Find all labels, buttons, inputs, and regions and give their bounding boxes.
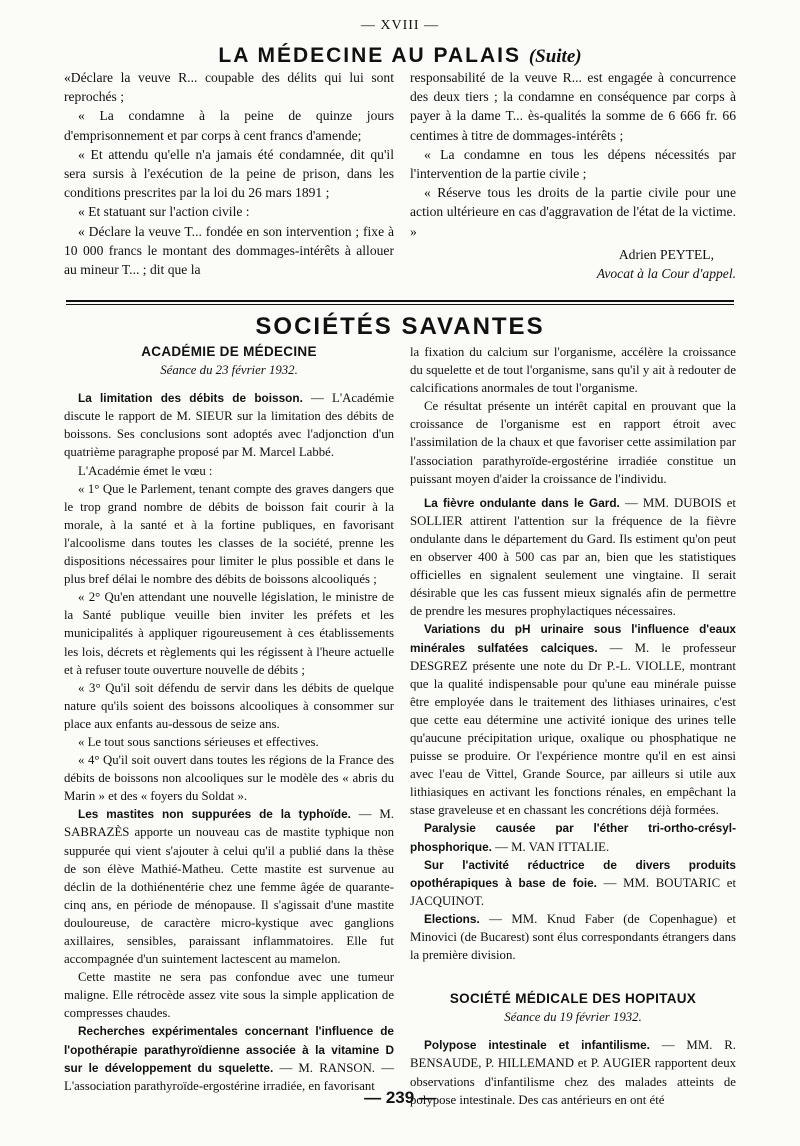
- article-body: — MM. R. BENSAUDE, P. HILLEMAND et P. AUGIER rapportent deux observations d'infantilisme chez des malades atteints de polypose intestinale. Des cas antérieurs en ont été: [410, 1038, 736, 1107]
- paragraph: « 2° Qu'en attendant une nouvelle législation, le ministre de la Santé publique veuille bien inviter les préfets et les municipalités à appliquer rigoureusement à ces établissements les lois, décrets et règlements qui les régissent à l'heure actuelle et à refuser toute ouverture nouvelle de débits ;: [64, 590, 394, 677]
- hopitaux-seance: Séance du 19 février 1932.: [504, 1010, 642, 1025]
- paragraph: « Le tout sous sanctions sérieuses et effectives.: [78, 734, 319, 749]
- paragraph: « Et statuant sur l'action civile :: [78, 204, 250, 220]
- article: [410, 910, 736, 964]
- article: [64, 805, 394, 968]
- divider-rule: [66, 300, 734, 302]
- page-title: [0, 44, 800, 68]
- paragraph: « Réserve tous les droits de la partie civile pour une action ultérieure en cas d'aggravation de l'état de la victime. »: [410, 185, 736, 239]
- divider-rule-thin: [66, 304, 734, 305]
- paragraph: Ce résultat présente un intérêt capital en prouvant que la croissance de l'organisme est en rapport étroit avec l'assimilation de la chaux et que favoriser cette assimilation par l'association parathyroïde-ergostérine irradiée constitue un puissant moyen d'aider la croissance de l'individu.: [410, 399, 736, 486]
- article-head: Sur l'activité réductrice de divers produits opothérapiques à base de foie.: [410, 857, 736, 890]
- paragraph: « Et attendu qu'elle n'a jamais été condamnée, dit qu'il sera sursis à l'exécution de la peine de prison, dans les conditions prescrites par la loi du 26 mars 1891 ;: [64, 146, 394, 201]
- article-body: — M. VAN ITTALIE.: [491, 839, 610, 854]
- paragraph: « 4° Qu'il soit ouvert dans toutes les régions de la France des débits de boissons non alcooliques sur le modèle des « abris du Marin » et des « foyers du Soldat ».: [64, 753, 394, 804]
- article-head: Recherches expérimentales concernant l'influence de l'opothérapie parathyroïdienne associée à la vitamine D sur le développement du squelette.: [64, 1024, 394, 1075]
- article-body: — MM. DUBOIS et SOLLIER attirent l'attention sur la fréquence de la fièvre ondulante dans le département du Gard. Ils estiment qu'on peut en observer 400 à 500 cas par an, bien que les statistiques officielles en signalent seulement une vingtaine. Il serait désirable que les cas fussent mieux signalés afin de permettre de prendre les mesures prophylactiques nécessaires.: [410, 495, 736, 619]
- bottom-right-column: [410, 343, 736, 1109]
- article: [410, 620, 736, 819]
- paragraph: Cette mastite ne sera pas confondue avec une tumeur maligne. Elle rétrocède assez vite sous la simple application de compresses chaudes.: [64, 970, 394, 1021]
- paragraph: « 1° Que le Parlement, tenant compte des graves dangers que le trop grand nombre de débits de boisson fait courir à la morale, à la santé et à la fortine publiques, en favorisant l'alcoolisme dans toutes les classes de la société, prenne les dispositions nécessaires pour limiter le plus possible et dans le plus bref délai le nombre des débits de boissons alcooliqués ;: [64, 481, 394, 587]
- article-head: Polypose intestinale et infantilisme.: [424, 1038, 650, 1053]
- article-head: Elections.: [424, 911, 480, 926]
- title-suite: (Suite): [528, 46, 582, 67]
- paragraph: « La condamne en tous les dépens nécessités par l'intervention de la partie civile ;: [410, 146, 736, 182]
- paragraph: L'Académie émet le vœu :: [78, 463, 213, 478]
- paragraph: responsabilité de la veuve R... est engagée à concurrence des deux tiers ; la condamne en conséquence par corps à payer à la dame T... ès-qualités la somme de 6 666 fr. 66 centimes à titre de dommages-intérêts ;: [410, 70, 736, 143]
- article: [410, 856, 736, 910]
- bottom-left-column: [64, 343, 394, 1095]
- signature-role: Avocat à la Cour d'appel.: [596, 266, 736, 282]
- paragraph: la fixation du calcium sur l'organisme, accélère la croissance du squelette et de tout l'organisme, sans qu'il y ait à redouter de calcifications anormales de tout l'organisme.: [410, 345, 736, 396]
- paragraph: «Déclare la veuve R... coupable des délits qui lui sont reprochés ;: [64, 70, 394, 105]
- hopitaux-heading: SOCIÉTÉ MÉDICALE DES HOPITAUX: [449, 991, 697, 1007]
- article: [64, 389, 394, 461]
- article-body: — M. SABRAZÈS apporte un nouveau cas de mastite typhique non suppurée qui vient s'ajouter à celui qu'il a publié dans la thèse de son élève Mathié-Matheu. Cette mastite est survenue au déclin de la dothiénentérie chez une femme âgée de quarante-cinq ans, en période de ménopause. Il s'agissait d'une mastite douloureuse, de caractère micro-kystique avec ganglions axillaires, sensibles, paraissant inflammatoires. Elle fut accompagnée d'un suintement lactescent au mamelon.: [64, 807, 395, 967]
- paragraph: « Déclare la veuve T... fondée en son intervention ; fixe à 10 000 francs le montant des dommages-intérêts à allouer au mineur T... ; dit que la: [64, 223, 394, 278]
- article-head: Les mastites non suppurées de la typhoïde.: [78, 807, 351, 822]
- paragraph: « 3° Qu'il soit défendu de servir dans les débits de quelque nature qu'ils soient des boissons alcooliques à consommer sur place aux enfants au-dessous de seize ans.: [64, 680, 394, 731]
- article-head: La limitation des débits de boisson.: [78, 391, 303, 406]
- article: [64, 1022, 394, 1094]
- signature: [410, 245, 736, 283]
- article-body: — L'Académie discute le rapport de M. SIEUR sur la limitation des débits de boissons. Ses conclusions sont adoptés avec l'adjonction d'un quatrième paragraphe proposé par M. Marcel Labbé.: [64, 391, 394, 460]
- page-number: — 239 —: [364, 1088, 436, 1107]
- article: [410, 819, 736, 855]
- article: [410, 494, 736, 621]
- title-text: LA MÉDECINE AU PALAIS: [218, 44, 521, 67]
- signature-name: Adrien PEYTEL,: [618, 246, 714, 262]
- article-head: La fièvre ondulante dans le Gard.: [424, 495, 620, 510]
- top-right-column: [410, 68, 736, 283]
- academie-seance: Séance du 23 février 1932.: [160, 363, 298, 378]
- article-body: — M. RANSON. — L'association parathyroïde-ergostérine irradiée, en favorisant: [64, 1060, 394, 1093]
- paragraph: « La condamne à la peine de quinze jours d'emprisonnement et par corps à cent francs d'amende;: [64, 108, 394, 143]
- article-body: — MM. BOUTARIC et JACQUINOT.: [410, 875, 737, 908]
- article-head: Paralysie causée par l'éther tri-ortho-crésyl-phosphorique.: [410, 821, 736, 854]
- section-title: SOCIÉTÉS SAVANTES: [255, 313, 545, 340]
- academie-heading: ACADÉMIE DE MÉDECINE: [141, 344, 317, 359]
- article-body: — M. le professeur DESGREZ présente une note du Dr P.-L. VIOLLE, montrant que la qualité indispensable pour qu'une eau minérale puisse être employée dans le traitement des lithiases urinaires, c'est que cette eau détermine une activité ionique des urines telle qu'aucune précipitation urique, oxalique ou phosphatique ne puisse se produire. Or l'expérience montre qu'il en est ainsi avec l'eau de Vittel, Grande Source, par ailleurs si utile aux lithiasiques en activant les fonctions rénales, en empêchant la stase graveleuse et en chassant les concrétions déjà formées.: [410, 640, 736, 818]
- roman-page-number: — XVIII —: [360, 18, 440, 33]
- top-left-column: [64, 68, 394, 279]
- article-head: Variations du pH urinaire sous l'influence d'eaux minérales sulfatées calciques.: [410, 622, 736, 655]
- article-body: — MM. Knud Faber (de Copenhague) et Minovici (de Bucarest) sont élus correspondants étrangers dans la première division.: [410, 911, 736, 963]
